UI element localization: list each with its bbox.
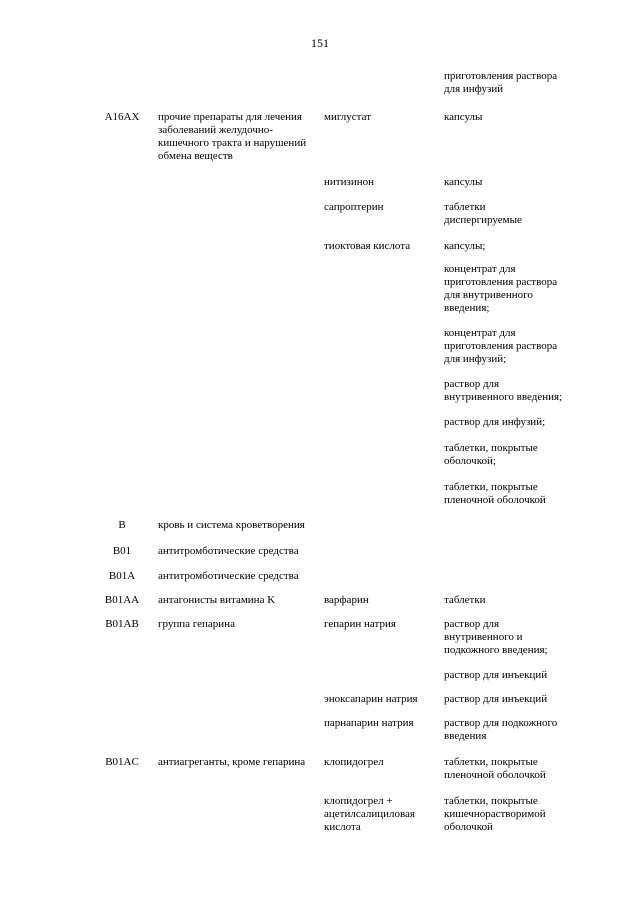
atc-code: B01: [112, 545, 132, 557]
atc-group-name: антитромботические средства: [158, 545, 299, 557]
atc-group-name: антиагреганты, кроме гепарина: [158, 756, 306, 768]
dosage-form: приготовления раствора для инфузий: [444, 70, 558, 95]
dosage-form: таблетки, покрытые оболочкой;: [444, 442, 538, 467]
dosage-form: таблетки диспергируемые: [444, 201, 522, 226]
drug-name: парнапарин натрия: [324, 717, 414, 729]
atc-code: B01AC: [105, 756, 139, 768]
dosage-form: капсулы: [444, 176, 483, 188]
page-number: 151: [311, 36, 329, 50]
dosage-form: раствор для инфузий;: [444, 416, 546, 428]
dosage-form: капсулы;: [444, 240, 486, 252]
dosage-form: таблетки, покрытые пленочной оболочкой: [444, 756, 546, 781]
dosage-form: раствор для внутривенного введения;: [444, 378, 563, 403]
dosage-form: концентрат для приготовления раствора для внутривенного введения;: [444, 263, 558, 314]
dosage-form: концентрат для приготовления раствора для инфузий;: [444, 327, 558, 365]
atc-group-name: антагонисты витамина K: [158, 594, 276, 606]
drug-name: клопидогрел: [324, 756, 384, 768]
atc-group-name: прочие препараты для лечения заболеваний желудочно- кишечного тракта и нарушений обмена веществ: [158, 111, 307, 162]
dosage-form: таблетки, покрытые пленочной оболочкой: [444, 481, 546, 506]
dosage-form: капсулы: [444, 111, 483, 123]
dosage-form: раствор для внутривенного и подкожного введения;: [444, 618, 548, 656]
drug-name: нитизинон: [324, 176, 374, 188]
atc-group-name: группа гепарина: [158, 618, 235, 630]
atc-code: B01AA: [104, 594, 140, 606]
atc-group-name: кровь и система кроветворения: [158, 519, 305, 531]
atc-group-name: антитромботические средства: [158, 570, 299, 582]
atc-code: B01AB: [105, 618, 139, 630]
drug-name: сапроптерин: [324, 201, 384, 213]
drug-name: гепарин натрия: [324, 618, 396, 630]
drug-name: эноксапарин натрия: [324, 693, 418, 705]
atc-code: A16AX: [104, 111, 140, 123]
dosage-form: раствор для подкожного введения: [444, 717, 558, 742]
dosage-form: раствор для инъекций: [444, 669, 548, 681]
atc-code: B: [118, 519, 126, 531]
dosage-form: таблетки: [444, 594, 486, 606]
drug-name: миглустат: [324, 111, 372, 123]
atc-code: B01A: [108, 570, 136, 582]
drug-name: клопидогрел + ацетилсалициловая кислота: [324, 795, 415, 833]
dosage-form: таблетки, покрытые кишечнорастворимой оболочкой: [444, 795, 546, 833]
drug-name: варфарин: [324, 594, 369, 606]
drug-name: тиоктовая кислота: [324, 240, 411, 252]
dosage-form: раствор для инъекций: [444, 693, 548, 705]
